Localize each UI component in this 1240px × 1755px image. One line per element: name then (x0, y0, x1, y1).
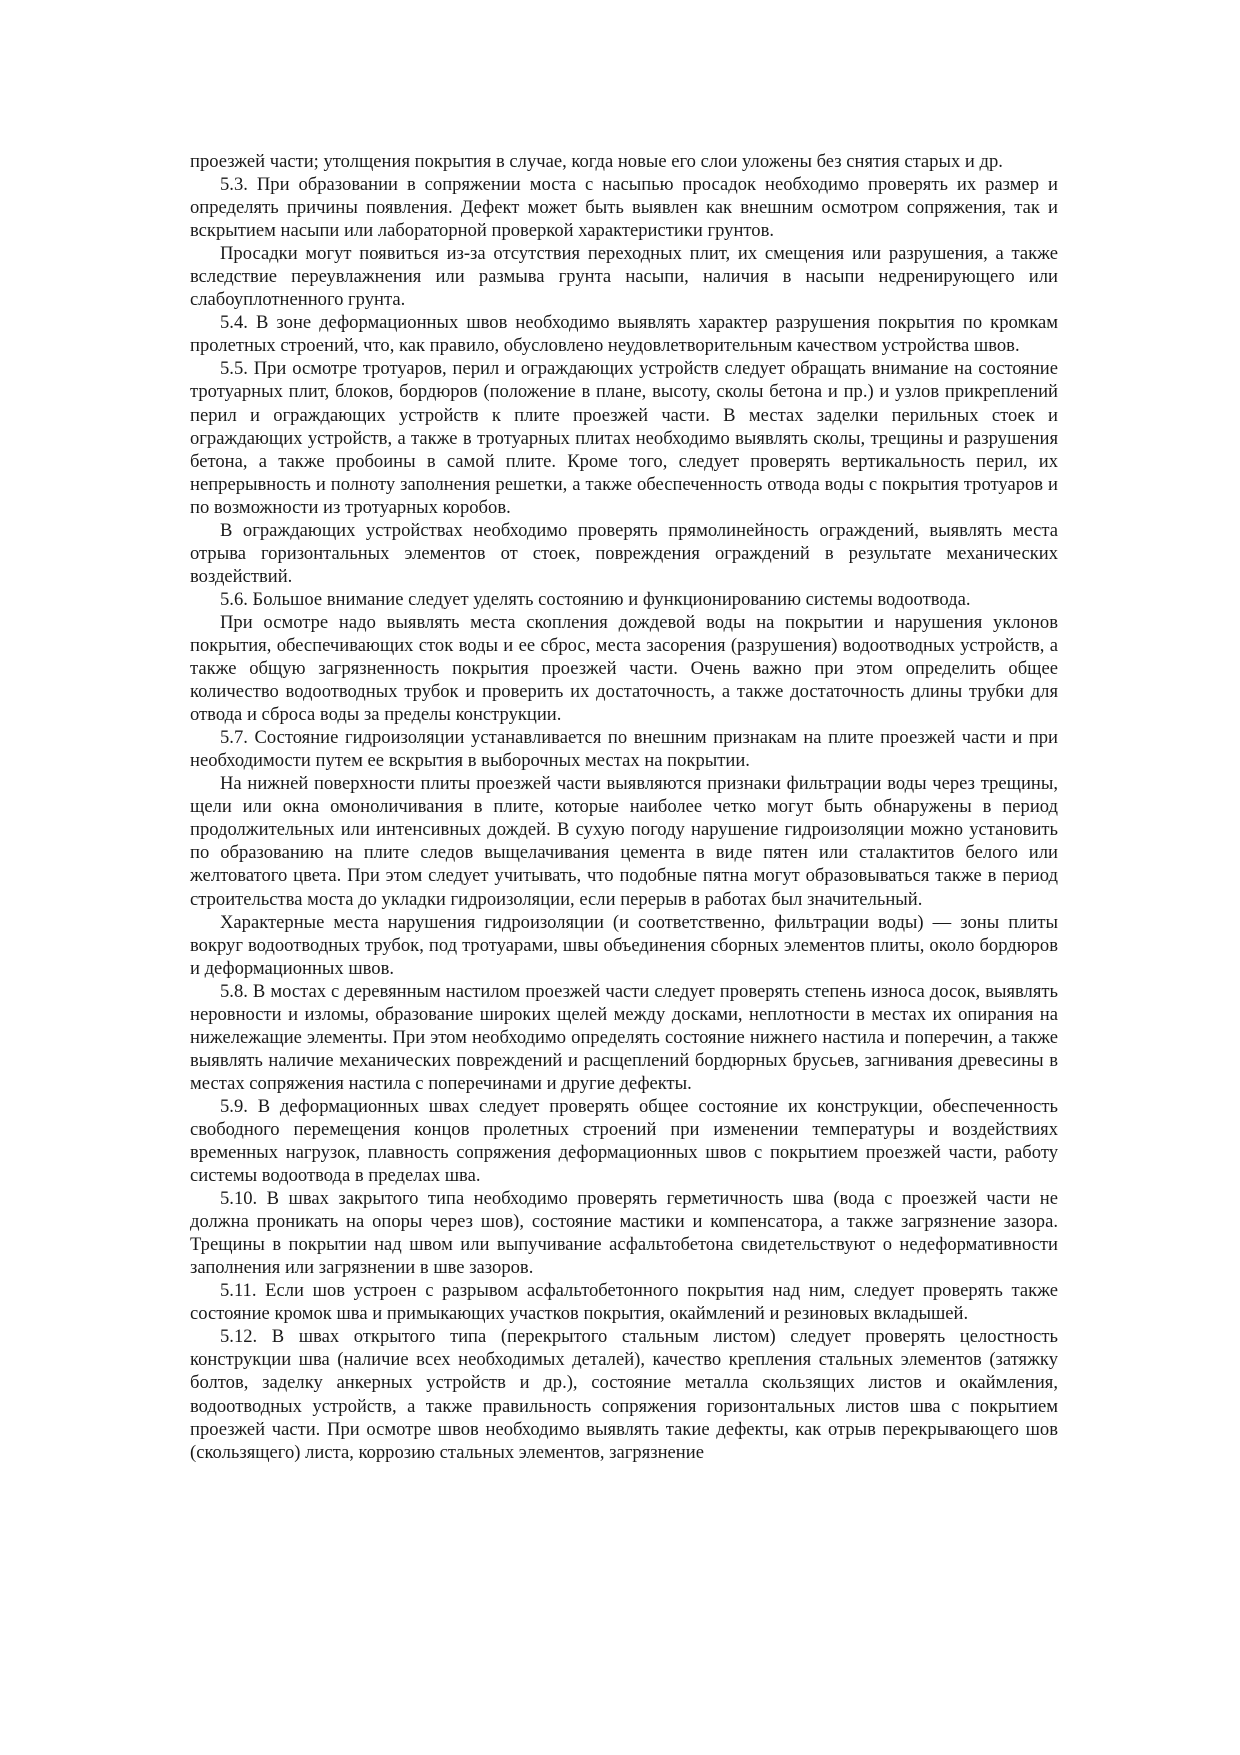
paragraph-5-6: 5.6. Большое внимание следует уделять состоянию и функционированию системы водоотвода. (220, 588, 971, 610)
document-page (190, 150, 1058, 1464)
paragraph-5-11: 5.11. Если шов устроен с разрывом асфальтобетонного покрытия над ним, следует проверять также состояние кромок шва и примыкающих участков покрытия, окаймлений и резиновых вкладышей. (190, 1280, 1058, 1325)
paragraph-settlement-causes: Просадки могут появиться из-за отсутствия переходных плит, их смещения или разрушения, а также вследствие переувлажнения или размыва грунта насыпи, наличия в насыпи недренирующего или слабоуплотненного грунта. (190, 243, 1058, 311)
paragraph-waterproofing-signs: На нижней поверхности плиты проезжей части выявляются признаки фильтрации воды через трещины, щели или окна омоноличивания в плите, которые наиболее четко могут быть обнаружены в период продолжительных или интенсивных дождей. В сухую погоду нарушение гидроизоляции можно установить по образованию на плите следов выщелачивания цемента в виде пятен или сталактитов белого или желтоватого цвета. При этом следует учитывать, что подобные пятна могут образовываться также в период строительства моста до укладки гидроизоляции, если перерыв в работах был значительный. (190, 773, 1058, 910)
paragraph-waterproofing-zones: Характерные места нарушения гидроизоляции (и соответственно, фильтрации воды) — зоны плиты вокруг водоотводных трубок, под тротуарами, швы объединения сборных элементов плиты, около бордюров и деформационных швов. (190, 911, 1058, 979)
paragraph-5-12: 5.12. В швах открытого типа (перекрытого стальным листом) следует проверять целостность конструкции шва (наличие всех необходимых деталей), качество крепления стальных элементов (затяжку болтов, заделку анкерных устройств и др.), состояние металла скользящих листов и окаймления, водоотводных устройств, а также правильность сопряжения горизонтальных листов шва с покрытием проезжей части. При осмотре швов необходимо выявлять такие дефекты, как отрыв перекрывающего шов (скользящего) листа, коррозию стальных элементов, загрязнение (190, 1326, 1058, 1463)
paragraph-5-5: 5.5. При осмотре тротуаров, перил и ограждающих устройств следует обращать внимание на состояние тротуарных плит, блоков, бордюров (положение в плане, высоту, сколы бетона и пр.) и узлов прикреплений перил и ограждающих устройств к плите проезжей части. В местах заделки перильных стоек и ограждающих устройств, а также в тротуарных плитах необходимо выявлять сколы, трещины и разрушения бетона, а также пробоины в самой плите. Кроме того, следует проверять вертикальность перил, их непрерывность и полноту заполнения решетки, а также обеспеченность отвода воды с покрытия тротуаров и по возможности из тротуарных коробов. (190, 358, 1058, 518)
paragraph-continuation: проезжей части; утолщения покрытия в случае, когда новые его слои уложены без снятия старых и др. (190, 151, 1003, 172)
paragraph-drainage: При осмотре надо выявлять места скопления дождевой воды на покрытии и нарушения уклонов покрытия, обеспечивающих сток воды и ее сброс, места засорения (разрушения) водоотводных устройств, а также общую загрязненность покрытия проезжей части. Очень важно при этом определить общее количество водоотводных трубок и проверить их достаточность, а также достаточность длины трубки для отвода и сброса воды за пределы конструкции. (190, 611, 1058, 726)
paragraph-barriers: В ограждающих устройствах необходимо проверять прямолинейность ограждений, выявлять места отрыва горизонтальных элементов от стоек, повреждения ограждений в результате механических воздействий. (190, 519, 1058, 587)
paragraph-5-3: 5.3. При образовании в сопряжении моста с насыпью просадок необходимо проверять их размер и определять причины появления. Дефект может быть выявлен как внешним осмотром сопряжения, так и вскрытием насыпи или лабораторной проверкой характеристики грунтов. (190, 174, 1058, 242)
paragraph-5-9: 5.9. В деформационных швах следует проверять общее состояние их конструкции, обеспеченность свободного перемещения концов пролетных строений при изменении температуры и воздействиях временных нагрузок, плавность сопряжения деформационных швов с покрытием проезжей части, работу системы водоотвода в пределах шва. (190, 1095, 1058, 1187)
paragraph-5-7: 5.7. Состояние гидроизоляции устанавливается по внешним признакам на плите проезжей части и при необходимости путем ее вскрытия в выборочных местах на покрытии. (190, 727, 1058, 772)
paragraph-5-10: 5.10. В швах закрытого типа необходимо проверять герметичность шва (вода с проезжей части не должна проникать на опоры через шов), состояние мастики и компенсатора, а также загрязнение зазора. Трещины в покрытии над швом или выпучивание асфальтобетона свидетельствуют о недеформативности заполнения или загрязнении в шве зазоров. (190, 1188, 1058, 1279)
paragraph-5-8: 5.8. В мостах с деревянным настилом проезжей части следует проверять степень износа досок, выявлять неровности и изломы, образование широких щелей между досками, неплотности в местах их опирания на нижележащие элементы. При этом необходимо определять состояние нижнего настила и поперечин, а также выявлять наличие механических повреждений и расщеплений бордюрных брусьев, загнивания древесины в местах сопряжения настила с поперечинами и другие дефекты. (190, 980, 1058, 1094)
paragraph-5-4: 5.4. В зоне деформационных швов необходимо выявлять характер разрушения покрытия по кромкам пролетных строений, что, как правило, обусловлено неудовлетворительным качеством устройства швов. (190, 312, 1058, 357)
